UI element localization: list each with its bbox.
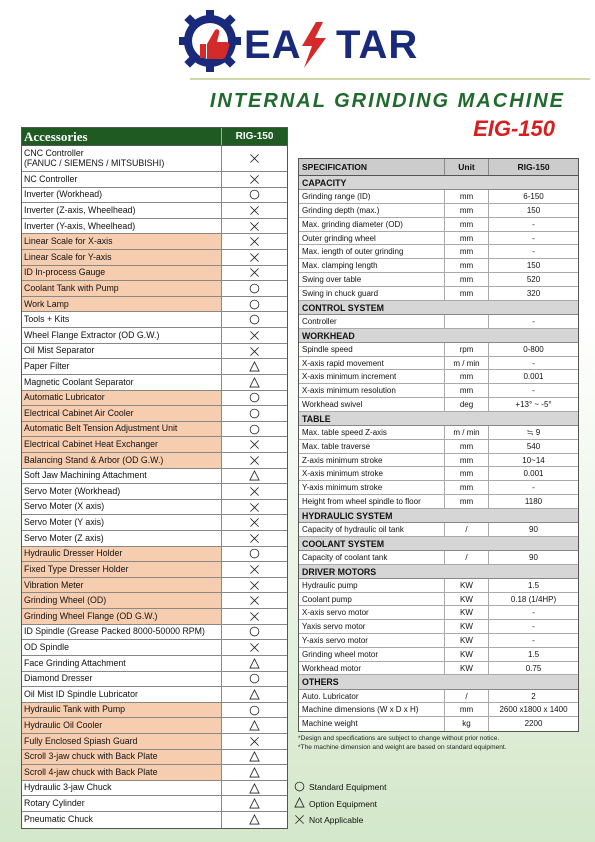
spec-section-title: OTHERS	[299, 675, 578, 689]
x-icon	[222, 219, 287, 234]
x-icon	[222, 562, 287, 577]
triangle-icon	[222, 765, 287, 780]
spec-row	[299, 440, 578, 454]
spec-header-unit: Unit	[445, 159, 489, 175]
triangle-icon	[222, 750, 287, 765]
spec-value: 1.5	[527, 649, 540, 659]
spec-unit: KW	[445, 648, 489, 661]
triangle-icon	[222, 656, 287, 671]
x-icon	[222, 234, 287, 249]
circle-icon	[222, 297, 287, 312]
accessory-name-line: CNC Controller	[24, 148, 84, 159]
spec-value: +13° ~ -5°	[515, 399, 552, 409]
table-row	[22, 625, 287, 641]
spec-row	[299, 190, 578, 204]
x-icon	[294, 814, 309, 827]
accessory-name: Servo Moter (Y axis)	[22, 515, 222, 530]
table-row	[22, 391, 287, 407]
accessory-name: Oil Mist ID Spindle Lubricator	[22, 687, 222, 702]
spec-section-title: CONTROL SYSTEM	[299, 301, 578, 315]
spec-row	[299, 662, 578, 676]
spec-row	[299, 426, 578, 440]
spec-unit: mm	[445, 703, 489, 716]
table-row	[22, 203, 287, 219]
spec-label: Swing in chuck guard	[299, 287, 445, 300]
spec-label: X-axis servo motor	[299, 606, 445, 619]
spec-row	[299, 579, 578, 593]
model-number: EIG-150	[473, 116, 555, 141]
table-row	[22, 484, 287, 500]
spec-row	[299, 634, 578, 648]
accessories-body	[22, 146, 287, 828]
spec-value: 0.001	[523, 469, 544, 479]
accessory-name: Tools + Kits	[22, 312, 222, 327]
spec-label: Workhead swivel	[299, 398, 445, 411]
spec-label: X-axis rapid movement	[299, 357, 445, 370]
accessory-name: OD Spindle	[22, 640, 222, 655]
spec-value: -	[532, 622, 535, 632]
circle-icon	[294, 781, 309, 794]
triangle-icon	[222, 359, 287, 374]
spec-row	[299, 357, 578, 371]
accessory-name: ID Spindle (Grease Packed 8000-50000 RPM)	[22, 625, 222, 640]
table-row	[22, 640, 287, 656]
spec-value: 2	[531, 691, 536, 701]
spec-row	[299, 648, 578, 662]
spec-section-title: DRIVER MOTORS	[299, 565, 578, 579]
table-row	[22, 219, 287, 235]
spec-section-title: COOLANT SYSTEM	[299, 537, 578, 551]
table-row	[22, 297, 287, 313]
spec-unit: mm	[445, 218, 489, 231]
legend-item-standard	[294, 779, 387, 796]
spec-header-model: RIG-150	[517, 162, 550, 172]
spec-value: 0-800	[523, 344, 544, 354]
spec-value: -	[532, 358, 535, 368]
accessory-name: Vibration Meter	[22, 578, 222, 593]
x-icon	[222, 515, 287, 530]
table-row	[22, 765, 287, 781]
accessory-name	[22, 146, 222, 171]
spec-label: Auto. Lubricator	[299, 690, 445, 703]
spec-label: Capacity of coolant tank	[299, 551, 445, 564]
triangle-icon	[222, 781, 287, 796]
spec-row	[299, 523, 578, 537]
table-row	[22, 578, 287, 594]
circle-icon	[222, 625, 287, 640]
table-row	[22, 234, 287, 250]
accessory-name: Linear Scale for Y-axis	[22, 250, 222, 265]
page-title: INTERNAL GRINDING MACHINE	[209, 90, 565, 112]
spec-unit: mm	[445, 495, 489, 508]
spec-unit: mm	[445, 259, 489, 272]
accessory-name: Fixed Type Dresser Holder	[22, 562, 222, 577]
spec-label: Grinding depth (max.)	[299, 204, 445, 217]
accessory-name: Balancing Stand & Arbor (OD G.W.)	[22, 453, 222, 468]
spec-label: Machine dimensions (W x D x H)	[299, 703, 445, 716]
x-icon	[222, 172, 287, 187]
svg-text:EA: EA	[244, 23, 302, 67]
spec-label: Grinding wheel motor	[299, 648, 445, 661]
spec-row	[299, 245, 578, 259]
spec-row	[299, 384, 578, 398]
spec-label: Max. table speed Z-axis	[299, 426, 445, 439]
accessories-header	[22, 128, 287, 146]
spec-unit: m / min	[445, 357, 489, 370]
spec-unit: mm	[445, 440, 489, 453]
spec-row	[299, 343, 578, 357]
spec-unit: mm	[445, 273, 489, 286]
spec-label: Max. clamping length	[299, 259, 445, 272]
spec-unit: /	[445, 690, 489, 703]
spec-unit: KW	[445, 620, 489, 633]
spec-unit: KW	[445, 606, 489, 619]
table-row	[22, 718, 287, 734]
spec-value: 90	[529, 552, 538, 562]
accessories-header-model: RIG-150	[235, 131, 274, 142]
spec-value: 150	[526, 205, 541, 215]
accessory-name: Grinding Wheel (OD)	[22, 593, 222, 608]
table-row	[22, 562, 287, 578]
legend-item-not-applicable	[294, 812, 387, 829]
header-divider	[190, 78, 590, 80]
spec-value: 2600 x1800 x 1400	[499, 705, 568, 715]
table-row	[22, 734, 287, 750]
accessory-name: Automatic Lubricator	[22, 391, 222, 406]
legend-label: Not Applicable	[309, 815, 364, 826]
spec-label: Y-axis minimum stroke	[299, 481, 445, 494]
spec-label: Max. table traverse	[299, 440, 445, 453]
table-row	[22, 312, 287, 328]
spec-value: 6-150	[523, 192, 544, 202]
accessory-name: NC Controller	[22, 172, 222, 187]
table-row	[22, 250, 287, 266]
spec-label: Controller	[299, 315, 445, 328]
accessory-name: Automatic Belt Tension Adjustment Unit	[22, 422, 222, 437]
table-row	[22, 469, 287, 485]
accessory-name: Inverter (Workhead)	[22, 188, 222, 203]
footnotes	[298, 734, 507, 752]
spec-unit: mm	[445, 467, 489, 480]
table-row	[22, 375, 287, 391]
spec-row	[299, 273, 578, 287]
spec-unit: KW	[445, 593, 489, 606]
table-row	[22, 359, 287, 375]
spec-body	[299, 176, 578, 731]
spec-unit: mm	[445, 232, 489, 245]
spec-section-title: HYDRAULIC SYSTEM	[299, 509, 578, 523]
spec-row	[299, 620, 578, 634]
spec-value: -	[532, 247, 535, 257]
spec-unit: rpm	[445, 343, 489, 356]
footnote: *The machine dimension and weight are based on standard equipment.	[298, 744, 507, 751]
circle-icon	[222, 188, 287, 203]
specification-table	[298, 158, 579, 732]
spec-unit: mm	[445, 245, 489, 258]
spec-value: -	[532, 386, 535, 396]
spec-label: Machine weight	[299, 717, 445, 731]
table-row	[22, 146, 287, 172]
accessory-name: Electrical Cabinet Heat Exchanger	[22, 437, 222, 452]
spec-unit: mm	[445, 287, 489, 300]
spec-row	[299, 495, 578, 509]
spec-label: Max. grinding diameter (OD)	[299, 218, 445, 231]
spec-unit: mm	[445, 204, 489, 217]
spec-unit: /	[445, 523, 489, 536]
spec-unit: KW	[445, 579, 489, 592]
lightning-icon	[302, 22, 326, 68]
spec-value: 520	[526, 274, 541, 284]
x-icon	[222, 578, 287, 593]
accessory-name: Pneumatic Chuck	[22, 812, 222, 828]
spec-row	[299, 551, 578, 565]
x-icon	[222, 500, 287, 515]
spec-unit: KW	[445, 634, 489, 647]
spec-label: Max. iength of outer grinding	[299, 245, 445, 258]
eastar-logo	[178, 8, 418, 74]
table-row	[22, 531, 287, 547]
accessory-name: Hydraulic 3-jaw Chuck	[22, 781, 222, 796]
x-icon	[222, 640, 287, 655]
triangle-icon	[222, 469, 287, 484]
spec-value: ≒ 9	[526, 427, 541, 437]
circle-icon	[222, 281, 287, 296]
x-icon	[222, 453, 287, 468]
spec-value: -	[532, 608, 535, 618]
table-row	[22, 547, 287, 563]
spec-value: 540	[526, 441, 541, 451]
table-row	[22, 406, 287, 422]
table-row	[22, 281, 287, 297]
spec-value: 0.001	[523, 372, 544, 382]
table-row	[22, 500, 287, 516]
spec-section-title: CAPACITY	[299, 176, 578, 190]
spec-row	[299, 218, 578, 232]
spec-unit: deg	[445, 398, 489, 411]
x-icon	[222, 203, 287, 218]
circle-icon	[222, 391, 287, 406]
spec-row	[299, 467, 578, 481]
accessories-table	[21, 127, 288, 829]
accessory-name: Hydraulic Oil Cooler	[22, 718, 222, 733]
x-icon	[222, 146, 287, 171]
spec-header-spec: SPECIFICATION	[299, 159, 445, 175]
table-row	[22, 812, 287, 828]
spec-label: Workhead motor	[299, 662, 445, 675]
spec-label: Yaxis servo motor	[299, 620, 445, 633]
spec-label: Coolant pump	[299, 593, 445, 606]
spec-value: 320	[526, 288, 541, 298]
table-row	[22, 672, 287, 688]
table-row	[22, 687, 287, 703]
accessory-name: Scroll 4-jaw chuck with Back Plate	[22, 765, 222, 780]
spec-label: Hydraulic pump	[299, 579, 445, 592]
circle-icon	[222, 422, 287, 437]
spec-section-title: WORKHEAD	[299, 329, 578, 343]
x-icon	[222, 484, 287, 499]
accessory-name: ID In-process Gauge	[22, 266, 222, 281]
accessory-name: Scroll 3-jaw chuck with Back Plate	[22, 750, 222, 765]
spec-label: Height from wheel spindle to floor	[299, 495, 445, 508]
spec-value: -	[532, 483, 535, 493]
accessory-name: Electrical Cabinet Air Cooler	[22, 406, 222, 421]
accessory-name: Wheel Flange Extractor (OD G.W.)	[22, 328, 222, 343]
table-row	[22, 453, 287, 469]
table-row	[22, 422, 287, 438]
spec-row	[299, 287, 578, 301]
spec-value: -	[532, 219, 535, 229]
spec-unit: m / min	[445, 426, 489, 439]
table-row	[22, 703, 287, 719]
spec-row	[299, 606, 578, 620]
triangle-icon	[222, 687, 287, 702]
accessory-name: Face Grinding Attachment	[22, 656, 222, 671]
spec-label: Capacity of hydraulic oil tank	[299, 523, 445, 536]
spec-row	[299, 370, 578, 384]
spec-row	[299, 315, 578, 329]
accessory-name: Fully Enclosed Spiash Guard	[22, 734, 222, 749]
spec-label: Outer grinding wheel	[299, 232, 445, 245]
spec-row	[299, 593, 578, 607]
table-row	[22, 328, 287, 344]
footnote: *Design and specifications are subject to change without prior notice.	[298, 735, 500, 742]
spec-unit: KW	[445, 662, 489, 675]
x-icon	[222, 328, 287, 343]
legend-label: Standard Equipment	[309, 782, 387, 793]
accessory-name: Rotary Cylinder	[22, 796, 222, 811]
spec-row	[299, 703, 578, 717]
table-row	[22, 515, 287, 531]
circle-icon	[222, 547, 287, 562]
spec-value: 150	[526, 261, 541, 271]
spec-value: 0.75	[525, 663, 542, 673]
spec-row	[299, 398, 578, 412]
x-icon	[222, 609, 287, 624]
spec-row	[299, 717, 578, 731]
spec-row	[299, 454, 578, 468]
accessory-name: Grinding Wheel Flange (OD G.W.)	[22, 609, 222, 624]
svg-text:TAR: TAR	[336, 23, 418, 67]
accessory-name: Inverter (Z-axis, Wheelhead)	[22, 203, 222, 218]
table-row	[22, 750, 287, 766]
spec-value: 1180	[524, 496, 543, 506]
x-icon	[222, 437, 287, 452]
spec-value: 1.5	[527, 580, 540, 590]
spec-unit: kg	[445, 717, 489, 731]
spec-label: Grinding range (ID)	[299, 190, 445, 203]
x-icon	[222, 531, 287, 546]
spec-unit: mm	[445, 384, 489, 397]
spec-unit: mm	[445, 481, 489, 494]
triangle-icon	[222, 796, 287, 811]
circle-icon	[222, 312, 287, 327]
spec-unit: /	[445, 551, 489, 564]
table-row	[22, 344, 287, 360]
spec-header	[299, 159, 578, 176]
spec-row	[299, 232, 578, 246]
accessory-name: Diamond Dresser	[22, 672, 222, 687]
accessory-name: Soft Jaw Machining Attachment	[22, 469, 222, 484]
accessory-name: Hydraulic Tank with Pump	[22, 703, 222, 718]
table-row	[22, 656, 287, 672]
legend-label: Option Equipment	[309, 798, 378, 809]
spec-row	[299, 690, 578, 704]
spec-row	[299, 481, 578, 495]
spec-label: Swing over table	[299, 273, 445, 286]
spec-value: -	[532, 233, 535, 243]
spec-value: 90	[529, 524, 538, 534]
accessory-name: Oil Mist Separator	[22, 344, 222, 359]
spec-section-title: TABLE	[299, 412, 578, 426]
accessory-name: Coolant Tank with Pump	[22, 281, 222, 296]
spec-label: X-axis minimum resolution	[299, 384, 445, 397]
spec-label: Spindle speed	[299, 343, 445, 356]
table-row	[22, 266, 287, 282]
legend-item-option	[294, 796, 387, 813]
accessory-name: Magnetic Coolant Separator	[22, 375, 222, 390]
accessory-name: Work Lamp	[22, 297, 222, 312]
table-row	[22, 437, 287, 453]
spec-value: -	[532, 316, 535, 326]
circle-icon	[222, 672, 287, 687]
triangle-icon	[294, 797, 309, 810]
spec-label: Z-axis minimum stroke	[299, 454, 445, 467]
spec-row	[299, 259, 578, 273]
spec-row	[299, 204, 578, 218]
x-icon	[222, 250, 287, 265]
spec-value: -	[532, 636, 535, 646]
table-row	[22, 188, 287, 204]
spec-value: 0.18 (1/4HP)	[510, 594, 557, 604]
table-row	[22, 781, 287, 797]
circle-icon	[222, 703, 287, 718]
table-row	[22, 796, 287, 812]
spec-label: X-axis minimum increment	[299, 370, 445, 383]
accessory-name-line: (FANUC / SIEMENS / MITSUBISHI)	[24, 157, 165, 168]
accessories-header-name: Accessories	[22, 128, 222, 145]
x-icon	[222, 266, 287, 281]
accessory-name: Servo Moter (Z axis)	[22, 531, 222, 546]
triangle-icon	[222, 718, 287, 733]
triangle-icon	[222, 375, 287, 390]
spec-value: 2200	[524, 719, 543, 729]
accessory-name: Paper Filter	[22, 359, 222, 374]
triangle-icon	[222, 812, 287, 828]
circle-icon	[222, 406, 287, 421]
table-row	[22, 593, 287, 609]
accessory-name: Servo Moter (X axis)	[22, 500, 222, 515]
x-icon	[222, 344, 287, 359]
table-row	[22, 172, 287, 188]
spec-unit: mm	[445, 190, 489, 203]
legend	[294, 779, 387, 829]
x-icon	[222, 734, 287, 749]
spec-label: Y-axis servo motor	[299, 634, 445, 647]
table-row	[22, 609, 287, 625]
accessory-name: Linear Scale for X-axis	[22, 234, 222, 249]
spec-label: X-axis minimum stroke	[299, 467, 445, 480]
x-icon	[222, 593, 287, 608]
spec-unit: mm	[445, 454, 489, 467]
spec-unit: mm	[445, 370, 489, 383]
spec-value: 10~14	[522, 455, 545, 465]
accessory-name: Hydraulic Dresser Holder	[22, 547, 222, 562]
accessory-name: Inverter (Y-axis, Wheelhead)	[22, 219, 222, 234]
accessory-name: Servo Moter (Workhead)	[22, 484, 222, 499]
spec-unit	[445, 315, 489, 328]
